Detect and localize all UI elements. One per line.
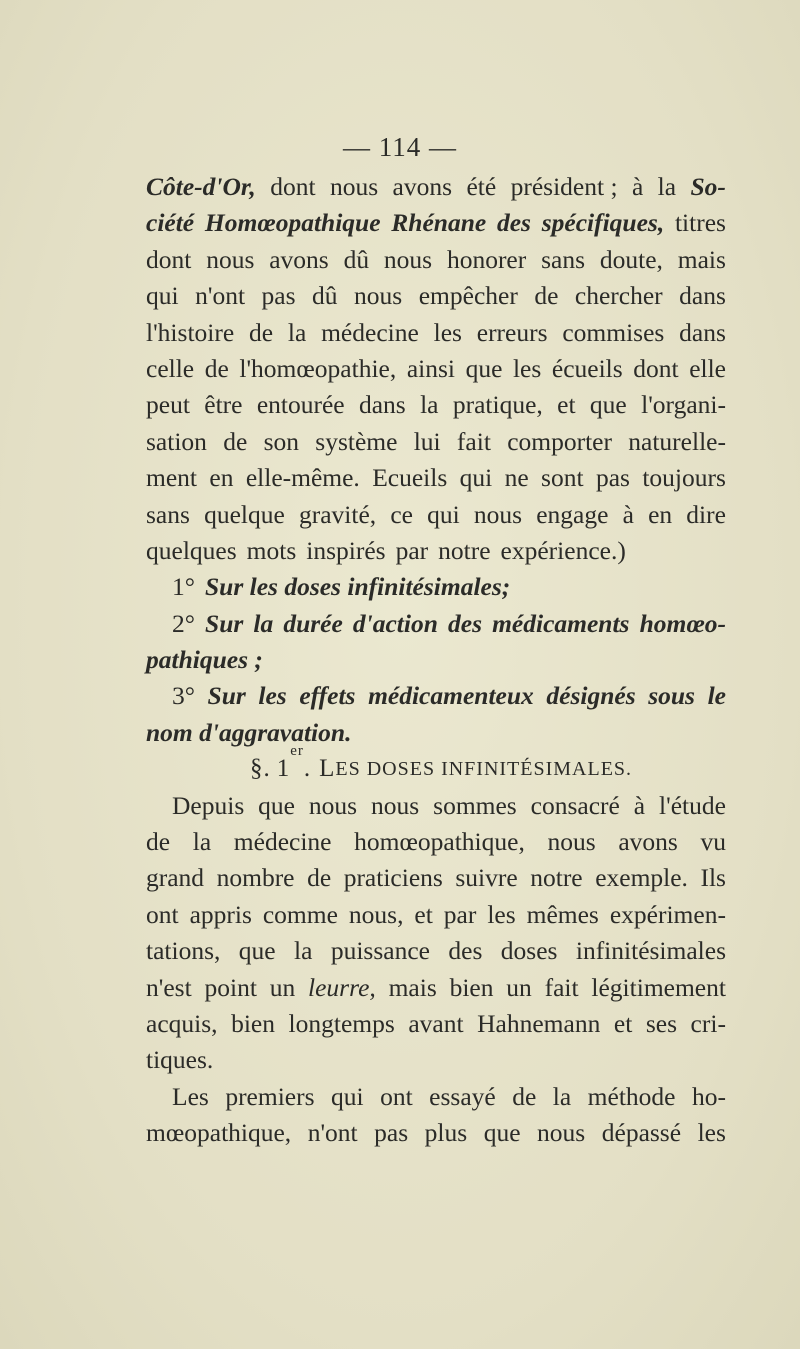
word: qui — [146, 281, 179, 311]
word: Homœopathique — [204, 208, 381, 238]
word: tations, — [146, 936, 221, 966]
word: pas — [261, 281, 296, 311]
word: Sur les doses infinitésimales; — [204, 572, 511, 602]
word: 2° — [172, 608, 195, 638]
word: doute, — [599, 244, 663, 274]
word: pas — [595, 463, 630, 493]
word: un — [269, 972, 296, 1002]
word: dont — [633, 353, 679, 383]
text-line — [146, 533, 726, 569]
word: être — [204, 390, 243, 420]
word: son — [263, 426, 299, 456]
word: l'organi- — [641, 390, 726, 420]
word: lui — [413, 426, 441, 456]
word: dans — [679, 281, 726, 311]
word: dire — [686, 499, 726, 529]
word: la — [253, 608, 274, 638]
word: nous — [537, 1118, 586, 1148]
word: dans — [358, 390, 406, 420]
word: comme — [262, 899, 338, 929]
text-line — [146, 860, 726, 896]
word: de — [534, 281, 559, 311]
word: nous — [547, 827, 596, 857]
word: cri- — [690, 1008, 726, 1038]
word: Les — [172, 1081, 209, 1111]
word: dans — [679, 317, 726, 347]
word: quelques — [146, 535, 237, 565]
section-heading — [146, 743, 726, 787]
text-line — [146, 824, 726, 860]
word: n'ont — [307, 1118, 358, 1148]
word: elle-même. — [245, 463, 360, 493]
word: les — [258, 681, 287, 711]
word: des — [496, 208, 531, 238]
list-item — [146, 569, 726, 605]
word: mêmes — [526, 899, 599, 929]
text-line — [146, 497, 726, 533]
word: doses — [500, 936, 558, 966]
word: notre — [438, 535, 491, 565]
word: dont — [270, 172, 316, 201]
word: que — [238, 936, 276, 966]
body-text — [146, 169, 726, 1152]
word: empêcher — [418, 281, 518, 311]
word: engage — [536, 499, 609, 529]
word: commises — [562, 317, 665, 347]
word: l'étude — [659, 790, 726, 820]
word: plus — [424, 1118, 468, 1148]
word: grand — [146, 863, 205, 893]
word: méthode — [587, 1081, 676, 1111]
word: homœopathique, — [354, 827, 525, 857]
text-line — [146, 424, 726, 460]
word: et — [557, 390, 576, 420]
word: médicaments — [492, 608, 630, 638]
word: de — [223, 426, 248, 456]
word: bien — [449, 972, 494, 1002]
word: ment — [146, 463, 197, 493]
word: ho- — [691, 1081, 726, 1111]
word: en — [209, 463, 234, 493]
word: erreurs — [476, 317, 548, 347]
list-item — [146, 678, 726, 714]
word: sans — [541, 244, 586, 274]
word: désignés — [546, 681, 636, 711]
text-line — [146, 205, 726, 241]
word: Rhénane — [391, 208, 487, 238]
word: nom d'aggravation. — [146, 717, 352, 747]
word: mœopathique, — [146, 1118, 292, 1148]
word: les — [433, 317, 462, 347]
word: la — [287, 317, 307, 347]
text-line — [146, 460, 726, 496]
word: leurre, — [308, 972, 376, 1002]
word: appris — [189, 899, 252, 929]
word: l'homœopathie, — [239, 353, 397, 383]
word: titres — [674, 208, 726, 238]
word: quelque — [204, 499, 285, 529]
word: nous, — [348, 899, 404, 929]
text-line — [146, 1079, 726, 1115]
word: par — [443, 899, 477, 929]
word: ses — [645, 1008, 677, 1038]
word: les — [697, 1118, 726, 1148]
word: naturelle- — [628, 426, 726, 456]
word: chercher — [574, 281, 663, 311]
text-line — [146, 933, 726, 969]
list-item — [146, 606, 726, 642]
word: homœo- — [639, 608, 726, 638]
word: un — [506, 972, 532, 1002]
word: la — [657, 172, 677, 201]
word: de — [204, 353, 229, 383]
word: la — [294, 936, 313, 966]
word: médicamenteux — [368, 681, 534, 711]
word: mais — [677, 244, 726, 274]
word: vu — [700, 827, 726, 857]
word: ciété — [146, 208, 195, 238]
word: que — [483, 1118, 521, 1148]
word: que — [258, 790, 295, 820]
word: légitimement — [591, 972, 726, 1002]
word: . — [303, 755, 312, 783]
word: ne — [504, 463, 529, 493]
word: d'action — [352, 608, 438, 638]
word: exemple. — [595, 863, 688, 893]
text-line — [146, 1042, 726, 1078]
word: nous — [308, 790, 358, 820]
word: effets — [299, 681, 356, 711]
word: que — [465, 353, 503, 383]
word: mais — [388, 972, 437, 1002]
word: suivre — [455, 863, 518, 893]
word: tiques. — [146, 1045, 214, 1075]
word: Depuis — [172, 790, 245, 820]
word: avons — [269, 244, 329, 274]
word: à — [622, 499, 634, 529]
word: président ; — [510, 172, 618, 201]
word: peut — [146, 390, 190, 420]
word: puissance — [330, 936, 430, 966]
word: nombre — [216, 863, 295, 893]
word: pratique, — [452, 390, 543, 420]
word: n'est — [146, 972, 192, 1002]
word: à — [633, 790, 646, 820]
word: sommes — [433, 790, 517, 820]
text-line — [146, 169, 726, 205]
word: sous — [648, 681, 695, 711]
word: nous — [206, 244, 255, 274]
word: Hahnemann — [477, 1008, 601, 1038]
word: fait — [544, 972, 579, 1002]
word: pathiques ; — [146, 645, 263, 675]
word: la — [552, 1081, 572, 1111]
word: inspirés — [306, 535, 386, 565]
word: acquis, — [146, 1008, 218, 1038]
word: en — [648, 499, 673, 529]
word: ont — [146, 899, 179, 929]
word: avons — [392, 172, 453, 201]
word: durée — [283, 608, 343, 638]
word: et — [613, 1008, 633, 1038]
text-line — [146, 1006, 726, 1042]
word: §. — [249, 755, 271, 783]
word: à — [631, 172, 644, 201]
word: toujours — [642, 463, 726, 493]
word: ES DOSES INFINITÉSIMALES. — [335, 758, 633, 781]
word: Sur — [205, 608, 244, 638]
word: le — [707, 681, 726, 711]
word: n'ont — [195, 281, 246, 311]
word: celle — [146, 353, 195, 383]
word: elle — [689, 353, 726, 383]
word: Sur — [207, 681, 246, 711]
word: 1° — [172, 572, 195, 602]
word: sation — [146, 426, 207, 456]
word: dépassé — [601, 1118, 682, 1148]
list-item-continuation — [146, 642, 726, 678]
word: système — [315, 426, 398, 456]
word: pas — [374, 1118, 409, 1148]
word: avant — [408, 1008, 464, 1038]
word: nous — [354, 281, 403, 311]
word: nous — [473, 499, 523, 529]
text-line — [146, 387, 726, 423]
word: avons — [618, 827, 678, 857]
word: sans — [146, 499, 190, 529]
word: essayé — [429, 1081, 496, 1111]
word: qui — [427, 499, 460, 529]
word: nous — [383, 244, 433, 274]
word: écueils — [551, 353, 623, 383]
word: spécifiques, — [541, 208, 665, 238]
word: qui — [459, 463, 493, 493]
word: ont — [380, 1081, 413, 1111]
word: ainsi — [406, 353, 455, 383]
word: de — [512, 1081, 537, 1111]
text-line — [146, 351, 726, 387]
word: expérimen- — [609, 899, 726, 929]
word: expérience.) — [500, 535, 626, 565]
word: nous — [371, 790, 420, 820]
word: entourée — [256, 390, 345, 420]
word: que — [589, 390, 627, 420]
word: la — [192, 827, 212, 857]
word: bien — [231, 1008, 275, 1038]
word: nous — [329, 172, 379, 201]
word: été — [466, 172, 497, 201]
text-line — [146, 315, 726, 351]
word: praticiens — [343, 863, 443, 893]
word: premiers — [225, 1081, 315, 1111]
superscript: er — [290, 743, 304, 760]
word: médecine — [321, 317, 419, 347]
word: L — [319, 755, 336, 783]
page-number: — 114 — — [343, 132, 457, 162]
text-line — [146, 1115, 726, 1151]
word: notre — [530, 863, 583, 893]
text-line — [146, 242, 726, 278]
word: consacré — [530, 790, 620, 820]
word: de — [248, 317, 274, 347]
word: la — [420, 390, 439, 420]
word: Ils — [700, 863, 726, 893]
list-item-continuation — [146, 715, 726, 751]
word: dû — [343, 244, 370, 274]
word: des — [448, 608, 482, 638]
word: longtemps — [288, 1008, 395, 1038]
word: 1 — [276, 755, 291, 783]
word: et — [414, 899, 433, 929]
text-line — [146, 970, 726, 1006]
word: fait — [456, 426, 491, 456]
word: sont — [541, 463, 584, 493]
word: point — [204, 972, 257, 1002]
word: dû — [312, 281, 338, 311]
word: ce — [390, 499, 413, 529]
word: mots — [246, 535, 297, 565]
text-line — [146, 278, 726, 314]
word: 3° — [172, 681, 195, 711]
word: qui — [331, 1081, 364, 1111]
word: médecine — [233, 827, 332, 857]
word: comporter — [507, 426, 612, 456]
text-line — [146, 788, 726, 824]
word: infinitésimales — [575, 936, 726, 966]
word: gravité, — [298, 499, 377, 529]
word: l'histoire — [146, 317, 235, 347]
word: de — [146, 827, 171, 857]
word: les — [512, 353, 542, 383]
word: par — [395, 535, 429, 565]
word: honorer — [446, 244, 527, 274]
text-line — [146, 897, 726, 933]
word: So- — [690, 172, 726, 201]
word: les — [487, 899, 516, 929]
word: Ecueils — [372, 463, 448, 493]
word: des — [448, 936, 483, 966]
word: de — [307, 863, 332, 893]
word: dont — [146, 244, 192, 274]
word: Côte-d'Or, — [146, 172, 256, 201]
